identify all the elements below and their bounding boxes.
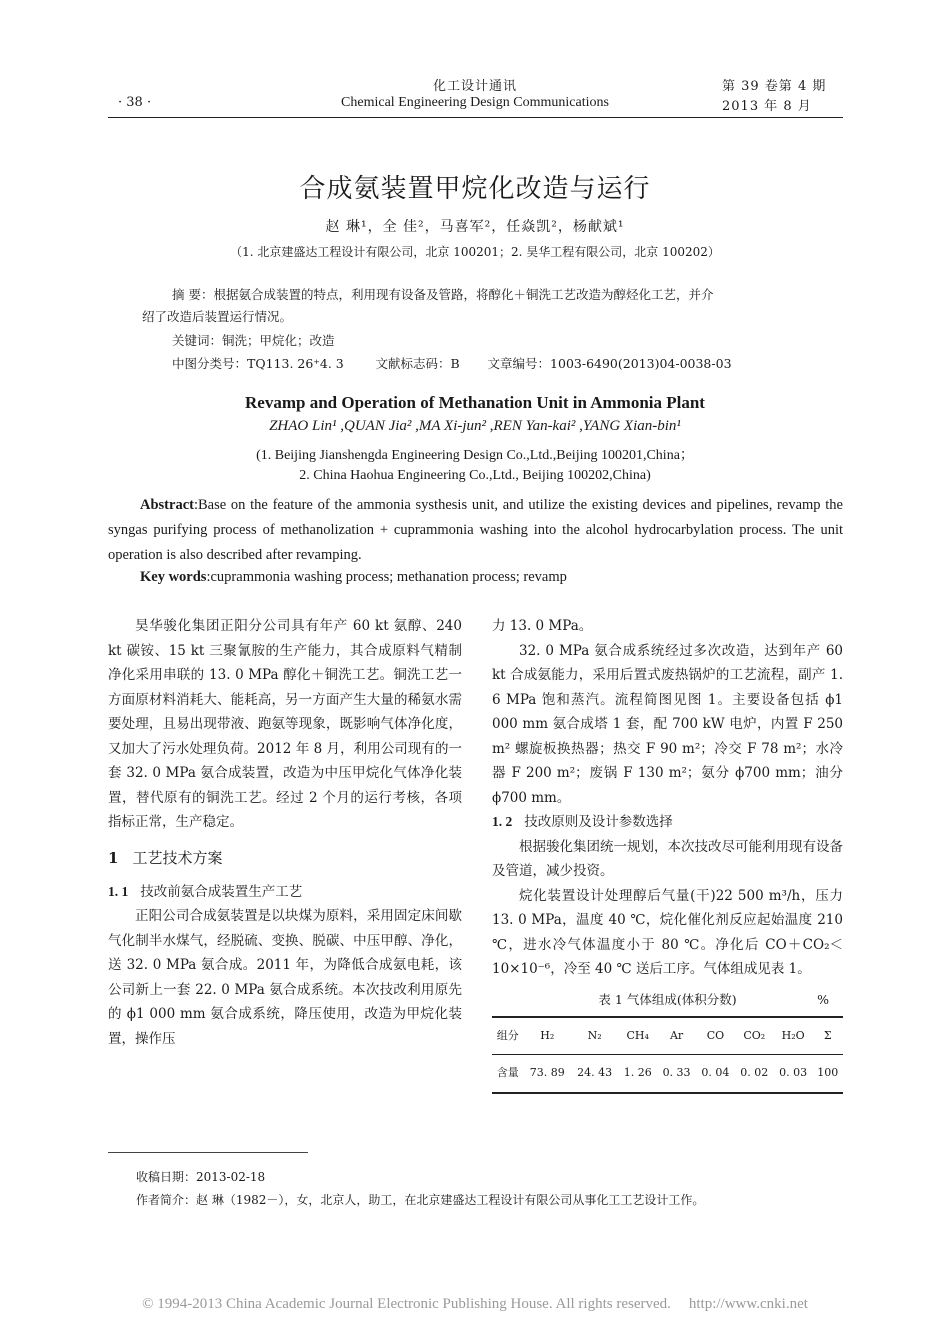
header-rule [108,117,843,118]
design-parameter-paragraph: 烷化装置设计处理醇后气量(干)22 500 m³/h，压力 13. 0 MPa，温度 40 ℃，烷化催化剂反应起始温度 210 ℃，进水冷气体温度小于 80 ℃。净化后 CO＋CO₂＜10×10⁻⁶，冷至 40 ℃ 送后工序。气体组成见表 1。 [492,887,843,977]
classification-line: 中图分类号：TQ113. 26⁺4. 3 文献标志码：B 文章编号：1003-6490(2013)04-0038-03 [172,356,732,371]
journal-title-en: Chemical Engineering Design Communications [341,95,609,110]
abstract-en [108,493,843,568]
journal-title-cn: 化工设计通讯 [432,79,517,94]
section-1-2-title: 技改原则及设计参数选择 [524,814,673,830]
affiliation-en-2: 2. China Haohua Engineering Co.,Ltd., Beijing 100202,China) [299,468,651,483]
principle-paragraph: 根据骏化集团统一规划，本次技改尽可能利用现有设备及管道，减少投资。 [492,838,843,879]
table-row [492,1055,843,1093]
authors-cn: 赵 琳¹，全 佳²，马喜军²，任焱凯²，杨献斌¹ [325,219,625,235]
affiliation-cn: （1. 北京建盛达工程设计有限公司，北京 100201；2. 昊华工程有限公司，北京 100202） [230,245,720,259]
table-header-cell: N₂ [587,1028,602,1042]
table-header-cell: CO₂ [743,1028,766,1042]
table-cell: 24. 43 [577,1066,613,1079]
keywords-en-label: Key words [140,569,207,585]
abstract-en-text: :Base on the feature of the ammonia systhesis unit, and utilize the existing devices and pipelines, revamp the syngas purifying process of methanolization + cuprammonia washing into the alcohol hydrocarbylation process. The unit operation is also described after revamping. [108,497,843,563]
section-1-1-number: 1. 1 [108,883,129,899]
section-1-number: 1 [108,848,119,867]
table-cell: 0. 03 [779,1066,808,1079]
table-1-unit: % [817,991,829,1007]
volume-issue: 第 39 卷第 4 期 [722,79,827,94]
abstract-cn-label: 摘 要： [172,287,214,302]
body-right-column [492,614,843,1094]
article-title-cn: 合成氨装置甲烷化改造与运行 [299,174,651,204]
table-header-cell: CO [706,1028,725,1042]
continued-paragraph: 力 13. 0 MPa。 [492,618,593,634]
section-1-2-number: 1. 2 [492,814,513,829]
received-date: 收稿日期：2013-02-18 [136,1170,266,1184]
table-cell: 73. 89 [529,1066,565,1079]
table-cell: 1. 26 [623,1066,652,1079]
table-header-cell: H₂ [540,1028,555,1042]
table-cell: 100 [817,1066,839,1079]
table-1-title: 表 1 气体组成(体积分数) [598,991,737,1007]
article-title-en: Revamp and Operation of Methanation Unit in Ammonia Plant [245,393,705,412]
table-header-cell: CH₄ [626,1028,649,1042]
intro-paragraph: 昊华骏化集团正阳分公司具有年产 60 kt 氨醇、240 kt 碳铵、15 kt 三聚氰胺的生产能力，其合成原料气精制净化采用串联的 13. 0 MPa 醇化＋铜洗工艺。铜洗工艺一方面原材料消耗大、能耗高，另一方面产生大量的稀氨水需要处理，且易出现带液、跑氨等现象，既影响气体净化度，又加大了污水处理负荷。2012 年 8 月，利用公司现有的一套 32. 0 MPa 氨合成装置，改造为中压甲烷化气体净化装置，替代原有的铜洗工艺。经过 2 个月的运行考核，各项指标正常，生产稳定。 [108,618,462,830]
page-number: · 38 · [118,95,152,110]
table-cell: 0. 04 [701,1066,730,1079]
table-header-cell: Σ [823,1028,832,1042]
table-cell: 含量 [496,1066,519,1079]
footnote-rule [108,1152,308,1153]
gas-composition-table [492,1016,843,1094]
abstract-cn [142,284,822,328]
author-bio: 作者简介：赵 琳（1982－），女，北京人，助工，在北京建盛达工程设计有限公司从事化工工艺设计工作。 [136,1193,705,1207]
copyright-text: © 1994-2013 China Academic Journal Electronic Publishing House. All rights reserved. [142,1296,671,1312]
keywords-en [140,569,567,586]
cnki-link[interactable]: http://www.cnki.net [688,1296,808,1312]
keywords-en-text: :cuprammonia washing process; methanation process; revamp [206,569,567,585]
table-header-row [492,1017,843,1055]
keywords-cn-text: 铜洗；甲烷化；改造 [222,333,335,348]
section-1-1-paragraph: 正阳公司合成氨装置是以块煤为原料，采用固定床间歇气化制半水煤气，经脱硫、变换、脱碳、中压甲醇、净化，送 32. 0 MPa 氨合成。2011 年，为降低合成氨电耗，该公司新上一套 22. 0 MPa 氨合成系统。本次技改利用原先的 ϕ1 000 mm 氨合成系统，降压使用，改造为甲烷化装置，操作压 [108,908,462,1047]
abstract-cn-line1: 根据氨合成装置的特点，利用现有设备及管路，将醇化＋铜洗工艺改造为醇烃化工艺，并介 [213,287,714,302]
keywords-cn [172,331,335,349]
table-header-cell: 组分 [496,1028,519,1042]
table-cell: 0. 33 [662,1066,691,1079]
abstract-cn-line2: 绍了改造后装置运行情况。 [142,309,293,324]
table-header-cell: H₂O [781,1028,805,1042]
equipment-paragraph: 32. 0 MPa 氨合成系统经过多次改造，达到年产 60 kt 合成氨能力，采用后置式废热锅炉的工艺流程，副产 1. 6 MPa 饱和蒸汽。流程简图见图 1。主要设备包括 ϕ1 000 mm 氨合成塔 1 套，配 700 kW 电炉，内置 F 250 m² 螺旋板换热器；热交 F 90 m²；冷交 F 78 m²；水冷器 F 200 m²；废锅 F 130 m²；氨分 ϕ700 mm；油分 ϕ700 mm。 [492,642,843,806]
section-1-1-title: 技改前氨合成装置生产工艺 [140,883,303,900]
section-1-heading [108,844,462,872]
table-1-caption [492,988,843,1012]
section-1-2-heading [492,810,843,835]
table-header-cell: Ar [669,1028,684,1042]
body-left-column [108,614,462,1051]
issue-date: 2013 年 8 月 [722,99,812,114]
section-1-title: 工艺技术方案 [132,848,223,867]
copyright-footer [0,1296,950,1313]
table-cell: 0. 02 [740,1066,769,1079]
section-1-1-heading [108,880,462,905]
keywords-cn-label: 关键词： [172,333,223,348]
abstract-en-label: Abstract [140,497,194,513]
affiliation-en-1: (1. Beijing Jianshengda Engineering Design Co.,Ltd.,Beijing 100201,China； [256,448,694,463]
authors-en: ZHAO Lin¹ ,QUAN Jia² ,MA Xi-jun² ,REN Yan-kai² ,YANG Xian-bin¹ [269,418,681,434]
